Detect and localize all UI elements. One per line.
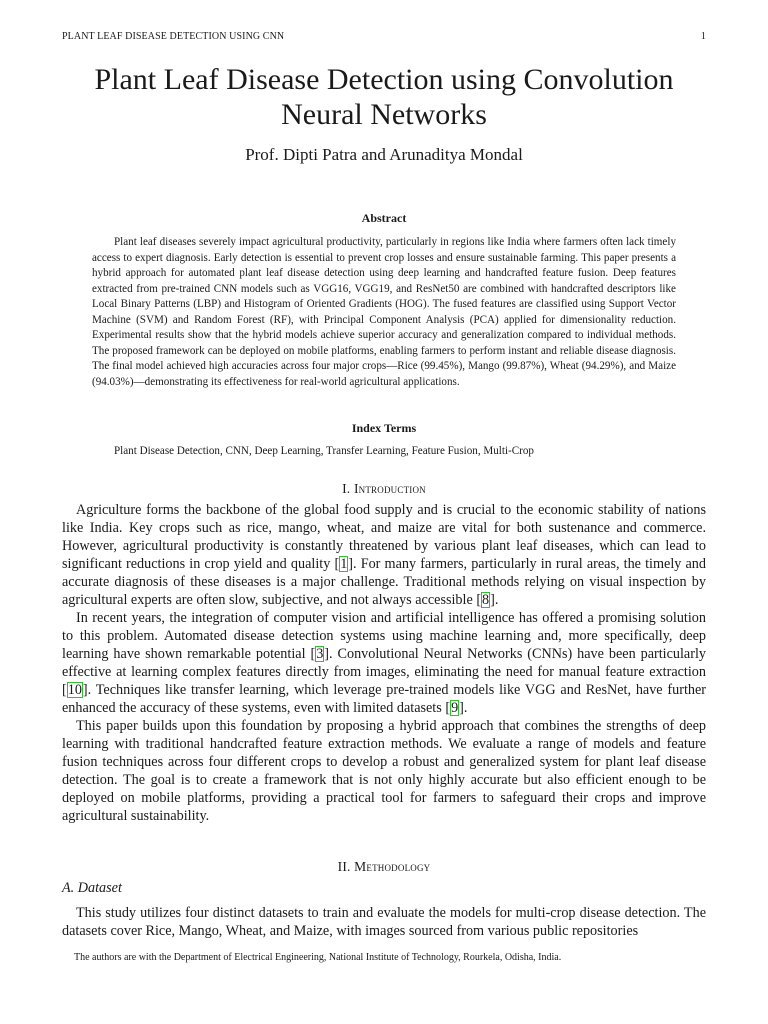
running-head xyxy=(62,31,706,45)
section-number: I. xyxy=(342,481,351,496)
section-heading-methodology xyxy=(0,859,768,875)
section-number: II. xyxy=(337,859,351,874)
paragraph: In recent years, the integration of computer vision and artificial intelligence has offered a promising solution to this problem. Automated disease detection systems using machine learning and, more specifically, deep learning have shown remarkable potential [3]. Convolutional Neural Networks (CNNs) have been particularly effective at learning complex features directly from images, eliminating the need for manual feature extraction [10]. Techniques like transfer learning, which leverage pre-trained models like VGG and ResNet, have further enhanced the accuracy of these systems, even with limited datasets [9]. xyxy=(62,610,706,716)
abstract-text: Plant leaf diseases severely impact agricultural productivity, particularly in regions like India where farmers often lack timely access to expert diagnosis. Early detection is essential to prevent crop losses and ensure sustainable farming. This paper presents a hybrid approach for automated plant leaf disease detection using deep learning and handcrafted feature fusion. Deep features extracted from pre-trained CNN models such as VGG16, VGG19, and ResNet50 are combined with handcrafted descriptors like Local Binary Patterns (LBP) and Histogram of Oriented Gradients (HOG). The fused features are classified using Support Vector Machine (SVM) and Random Forest (RF), with Principal Component Analysis (PCA) applied for dimensionality reduction. Experimental results show that the hybrid models achieve superior accuracy and generalization compared to individual methods. The proposed framework can be deployed on mobile platforms, enabling farmers to perform instant and reliable disease diagnosis. The final model achieved high accuracies across four major crops—Rice (99.45%), Mango (99.87%), Wheat (94.29%), and Maize (94.03%)—demonstrating its effectiveness for real-world agricultural applications. xyxy=(92,236,676,388)
page-number: 1 xyxy=(700,31,706,42)
paragraph: This paper builds upon this foundation by proposing a hybrid approach that combines the strengths of deep learning with traditional handcrafted feature extraction methods. We evaluate a range of models and feature fusion techniques across four different crops to develop a robust and generalized system for plant leaf disease detection. The goal is to create a framework that is not only highly accurate but also efficient enough to be deployed on mobile platforms, providing a practical tool for farmers to safeguard their crops and improve agricultural sustainability. xyxy=(62,718,706,824)
section-heading-introduction xyxy=(0,481,768,497)
author-affiliation-footnote: The authors are with the Department of Electrical Engineering, National Institute of Technology, Rourkela, Odisha, India. xyxy=(74,952,562,963)
index-terms-text: Plant Disease Detection, CNN, Deep Learning, Transfer Learning, Feature Fusion, Multi-Crop xyxy=(114,445,534,457)
citation-link[interactable]: 3 xyxy=(316,646,324,662)
authors: Prof. Dipti Patra and Arunaditya Mondal xyxy=(245,145,523,164)
paper-title-line-1: Plant Leaf Disease Detection using Convolution xyxy=(94,63,674,96)
paragraph: Agriculture forms the backbone of the global food supply and is crucial to the economic stability of nations like India. Key crops such as rice, mango, wheat, and maize are vital for both sustenance and commerce. However, agricultural productivity is constantly threatened by various plant leaf diseases, which can lead to significant reductions in crop yield and quality [1]. For many farmers, particularly in rural areas, the timely and accurate diagnosis of these diseases is a major challenge. Traditional methods relying on visual inspection by agricultural experts are often slow, subjective, and not always accessible [8]. xyxy=(62,502,706,608)
abstract-heading: Abstract xyxy=(361,211,407,225)
citation-link[interactable]: 9 xyxy=(451,700,459,716)
index-terms-heading: Index Terms xyxy=(351,421,417,435)
section-title: Introduction xyxy=(353,481,426,496)
paragraph: This study utilizes four distinct datasets to train and evaluate the models for multi-crop disease detection. The datasets cover Rice, Mango, Wheat, and Maize, with images sourced from various public repositories xyxy=(62,905,706,939)
methodology-body xyxy=(62,904,706,940)
running-head-title: PLANT LEAF DISEASE DETECTION USING CNN xyxy=(62,31,285,42)
citation-link[interactable]: 1 xyxy=(340,556,348,572)
citation-link[interactable]: 10 xyxy=(67,682,82,698)
introduction-body xyxy=(62,501,706,825)
paper-title-line-2: Neural Networks xyxy=(281,98,487,131)
subsection-heading-dataset: A. Dataset xyxy=(62,880,122,896)
citation-link[interactable]: 8 xyxy=(482,592,490,608)
paper-title xyxy=(40,62,728,132)
section-title: Methodology xyxy=(354,859,431,874)
